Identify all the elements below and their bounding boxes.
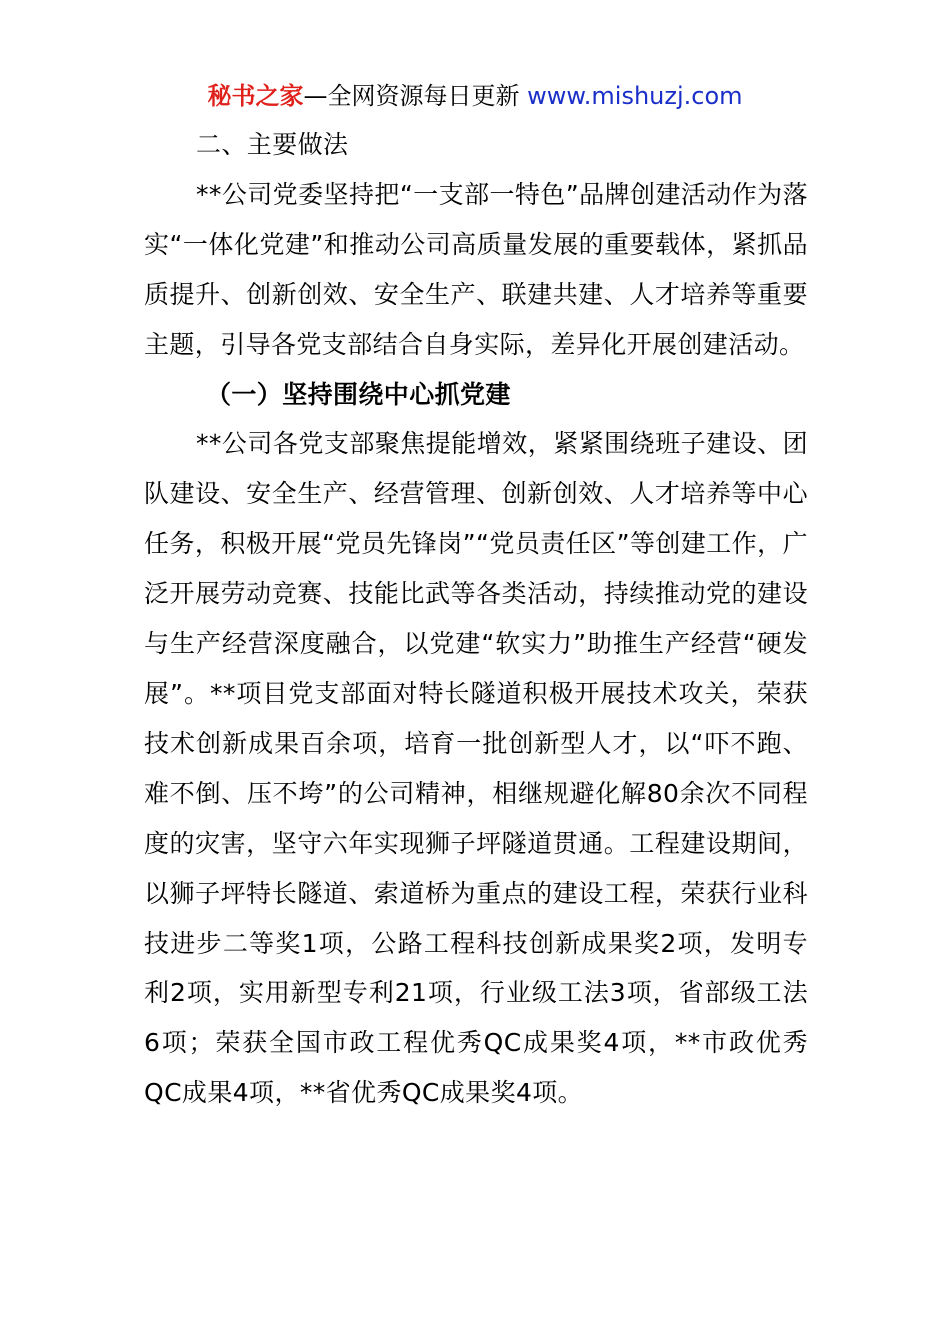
- paragraph-intro: **公司党委坚持把“一支部一特色”品牌创建活动作为落实“一体化党建”和推动公司高质量发展的重要载体，紧抓品质提升、创新创效、安全生产、联建共建、人才培养等重要主题，引导各党支部结合自身实际，差异化开展创建活动。: [144, 179, 808, 359]
- document-body: [144, 120, 808, 1118]
- site-header-banner: [0, 80, 950, 112]
- site-url-link[interactable]: www.mishuzj.com: [527, 82, 743, 110]
- paragraph-body: **公司各党支部聚焦提能增效，紧紧围绕班子建设、团队建设、安全生产、经营管理、创新创效、人才培养等中心任务，积极开展“党员先锋岗”“党员责任区”等创建工作，广泛开展劳动竞赛、技能比武等各类活动，持续推动党的建设与生产经营深度融合，以党建“软实力”助推生产经营“硬发展”。**项目党支部面对特长隧道积极开展技术攻关，荣获技术创新成果百余项，培育一批创新型人才，以“吓不跑、难不倒、压不垮”的公司精神，相继规避化解80余次不同程度的灾害，坚守六年实现狮子坪隧道贯通。工程建设期间，以狮子坪特长隧道、索道桥为重点的建设工程，荣获行业科技进步二等奖1项，公路工程科技创新成果奖2项，发明专利2项，实用新型专利21项，行业级工法3项，省部级工法6项；荣获全国市政工程优秀QC成果奖4项，**市政优秀QC成果4项，**省优秀QC成果奖4项。: [144, 429, 808, 1108]
- section-title: 二、主要做法: [196, 130, 349, 159]
- subheading: （一）坚持围绕中心抓党建: [206, 379, 511, 409]
- header-slogan: —全网资源每日更新: [303, 82, 520, 110]
- brand-name: 秘书之家: [207, 82, 304, 110]
